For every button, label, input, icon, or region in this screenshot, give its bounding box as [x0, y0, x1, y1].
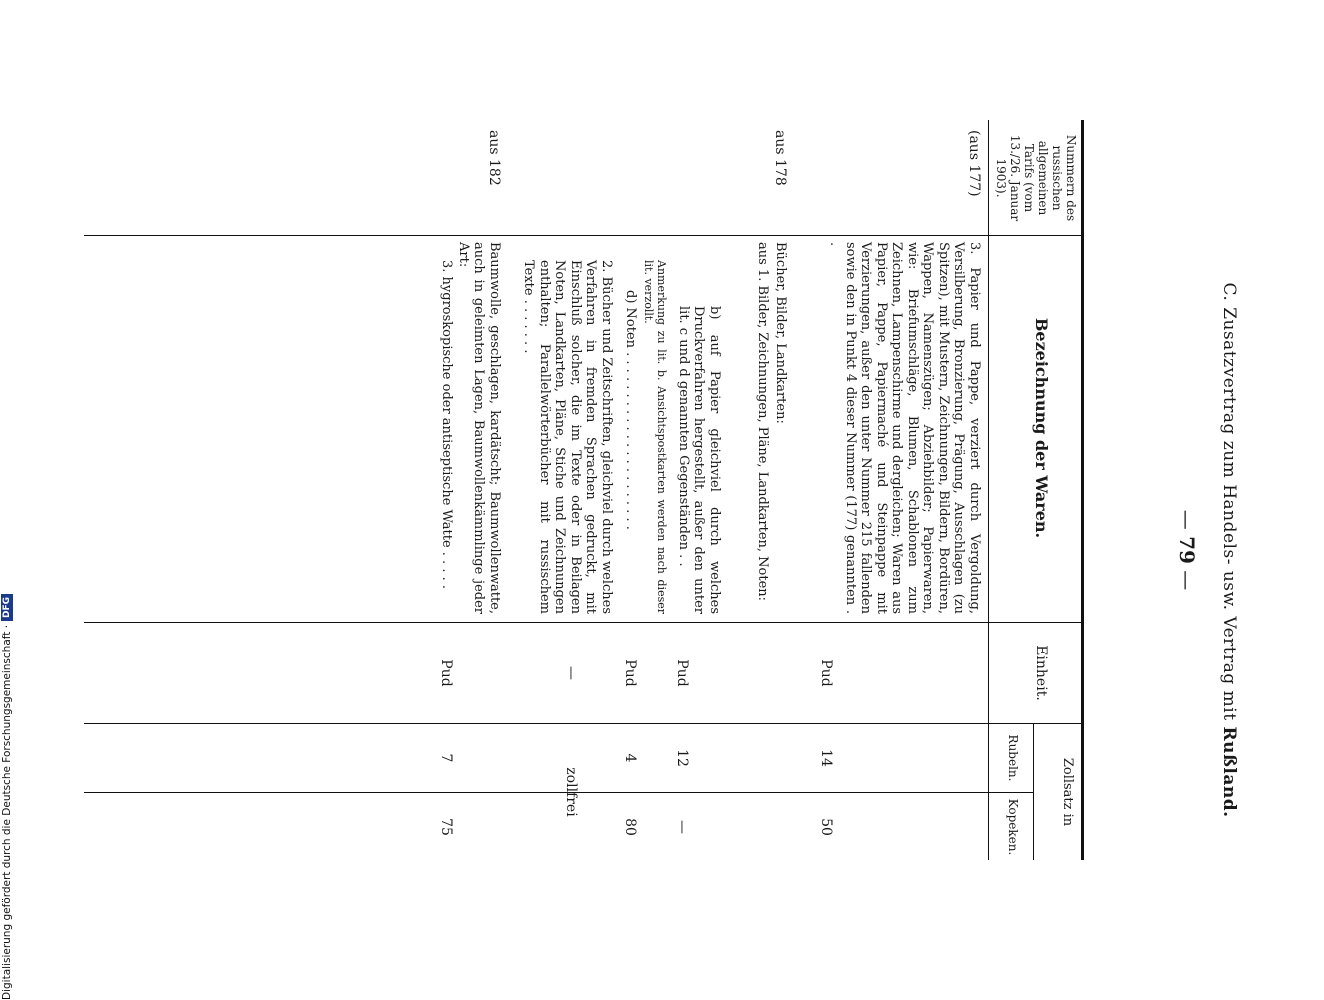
header-brand: Rußland. — [1219, 726, 1239, 818]
row-kopeks: 80 — [622, 818, 638, 836]
header-kopeks: Kopeken. — [1006, 798, 1020, 856]
column-rule-4 — [84, 792, 1034, 793]
column-rule-3 — [84, 723, 1084, 724]
column-rule-1 — [84, 235, 1084, 236]
row-rubles: 12 — [674, 749, 690, 767]
header-prefix: C. Zusatzvertrag zum Handels- usw. Vertrag mit — [1219, 282, 1239, 721]
row-unit: Pud — [622, 659, 638, 687]
row-kopeks: 50 — [818, 818, 834, 836]
running-header — [1219, 150, 1239, 950]
row-rubles: 4 — [622, 753, 638, 763]
row-text: 3. Papier und Pappe, verziert durch Vergoldung, Versilberung, Bronzierung, Prägung, Ausschlagen (zu Spitzen), mit Mustern, Zeichnungen, Bildern, Bordüren, Wappen, Namenszügen; Abziehbilder; Papierwaren, wie: Briefumschläge, Blumen, Schablonen zum Zeichnen, Lampenschirme und dergleichen; Waren aus Papier, Pappe, Papiermaché und Steinpappe mit Verzierungen, außer den unter Nummer 215 fallenden sowie den in Punkt 4 dieser Nummer (177) genannten . . — [827, 242, 982, 614]
row-rubles: zollfrei — [563, 767, 579, 817]
table-top-rule — [1081, 120, 1084, 860]
row-text: Anmerkung zu lit. b. Ansichtspostkarten werden nach dieser lit. verzollt. — [642, 260, 668, 614]
row-unit: Pud — [438, 659, 454, 687]
row-number: (aus 177) — [966, 130, 982, 197]
row-text: Baumwolle, geschlagen, kardätscht; Baumwollenwatte, auch in geleimten Lagen, Baumwollenkämmlinge jeder Art: — [456, 242, 502, 614]
row-unit: Pud — [818, 659, 834, 687]
credit-text: Digitalisierung gefördert durch die Deutsche Forschungsgemeinschaft · — [1, 624, 13, 1000]
header-unit: Einheit. — [1033, 645, 1049, 701]
header-designation: Bezeichnung der Waren. — [1032, 317, 1051, 539]
row-kopeks: 75 — [438, 818, 454, 836]
dfg-logo-icon: DFG — [1, 594, 13, 621]
header-rubles: Rubeln. — [1006, 734, 1020, 782]
row-number: aus 182 — [486, 130, 502, 186]
row-rubles: 7 — [438, 753, 454, 763]
header-bottom-rule — [988, 120, 989, 860]
row-unit: Pud — [674, 659, 690, 687]
row-text: 2. Bücher und Zeitschriften, gleichviel durch welches Verfahren in fremden Sprachen gedruckt, mit Einschluß solcher, die im Texte oder in Beilagen Noten, Landkarten, Pläne, Stiche und Zeichnungen enthalten; Parallelwörterbücher mit russischem Texte . . . . . . . — [521, 260, 614, 614]
row-rubles: 14 — [818, 749, 834, 767]
digitization-credit — [0, 596, 16, 1000]
row-text: 3. hygroskopische oder antiseptische Watte . . . . . — [439, 260, 454, 589]
tariff-table — [84, 120, 1084, 860]
row-text: Bücher, Bilder, Landkarten: — [773, 242, 788, 424]
row-number: aus 178 — [772, 130, 788, 186]
row-text: b) auf Papier gleichviel durch welches Druckverfahren hergestellt, außer den unter lit. c und d genannten Gegenständen . . — [676, 306, 722, 614]
row-text: aus 1. Bilder, Zeichnungen, Pläne, Landkarten, Noten: — [755, 242, 770, 602]
header-duty: Zollsatz in — [1060, 757, 1075, 827]
header-number: Nummern des russischen allgemeinen Tarifs (vom 13./26. Januar 1903). — [994, 134, 1078, 222]
row-unit: — — [563, 666, 579, 680]
page-number: — 79 — — [1175, 509, 1199, 591]
page-number-value: 79 — [1175, 536, 1199, 564]
digitization-credit-bar — [0, 0, 18, 1000]
column-rule-2 — [84, 622, 1084, 623]
row-kopeks: — — [674, 820, 690, 834]
row-text: d) Noten . . . . . . . . . . . . . . . . . . . . . . — [623, 290, 638, 530]
